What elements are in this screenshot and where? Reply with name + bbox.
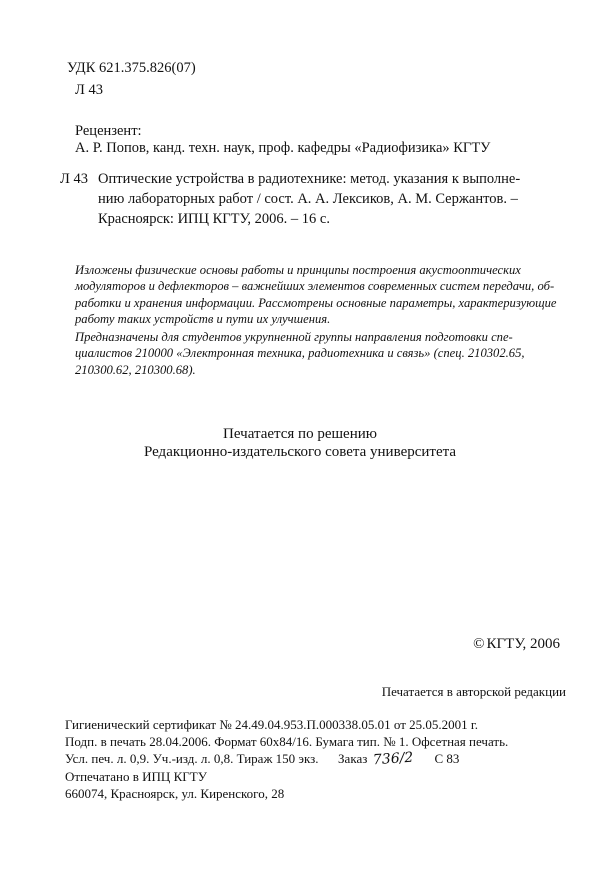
order-number-handwritten: 736/2 — [372, 749, 414, 769]
abstract-line: Предназначены для студентов укрупненной группы направления подготовки спе- — [75, 330, 513, 344]
udk-code: УДК 621.375.826(07) — [67, 60, 196, 76]
printed-at: Отпечатано в ИПЦ КГТУ — [65, 769, 207, 784]
hygiene-certificate: Гигиенический сертификат № 24.49.04.953.П.000338.05.01 от 25.05.2001 г. — [65, 717, 479, 732]
copyright-notice — [473, 636, 560, 653]
biblio-code: Л 43 — [60, 171, 88, 187]
reviewer-label: Рецензент: — [75, 123, 142, 139]
signed-to-print: Подп. в печать 28.04.2006. Формат 60x84/16. Бумага тип. № 1. Офсетная печать. — [65, 734, 509, 749]
publication-decision-line-1: Печатается по решению — [223, 426, 377, 442]
abstract-line: циалистов 210000 «Электронная техника, радиотехника и связь» (спец. 210302.65, — [75, 346, 525, 361]
imprint-block — [65, 716, 508, 802]
biblio-line: нию лабораторных работ / сост. А. А. Лексиков, А. М. Сержантов. – — [98, 191, 518, 207]
biblio-line: Оптические устройства в радиотехнике: метод. указания к выполне- — [98, 171, 521, 187]
abstract-line: 210300.62, 210300.68). — [75, 362, 196, 377]
sheets-info: Усл. печ. л. 0,9. Уч.-изд. л. 0,8. Тираж 150 экз. — [65, 751, 319, 766]
order-label: Заказ — [338, 751, 368, 766]
copyright-text: КГТУ, 2006 — [486, 636, 560, 652]
sheets-and-run — [65, 750, 508, 768]
order-code: С 83 — [434, 751, 460, 766]
abstract-line: работки и хранения информации. Рассмотрены основные параметры, характеризующие — [75, 295, 557, 310]
library-code: Л 43 — [75, 82, 103, 98]
abstract-line: Изложены физические основы работы и принципы построения акустооптических — [75, 263, 521, 277]
copyright-icon: © — [473, 636, 485, 652]
printer-address: 660074, Красноярск, ул. Киренского, 28 — [65, 786, 285, 801]
abstract-line: работу таких устройств и пути их улучшения. — [75, 312, 331, 327]
reviewer-name: А. Р. Попов, канд. техн. наук, проф. кафедры «Радиофизика» КГТУ — [75, 140, 491, 156]
abstract-paragraph-2 — [75, 329, 565, 378]
publication-decision-line-2: Редакционно-издательского совета университета — [143, 444, 457, 460]
abstract-line: модуляторов и дефлекторов – важнейших элементов современных систем передачи, об- — [75, 279, 555, 294]
author-edition-note: Печатается в авторской редакции — [381, 684, 566, 699]
biblio-line: Красноярск: ИПЦ КГТУ, 2006. – 16 с. — [98, 211, 330, 227]
abstract-paragraph-1 — [75, 262, 565, 328]
